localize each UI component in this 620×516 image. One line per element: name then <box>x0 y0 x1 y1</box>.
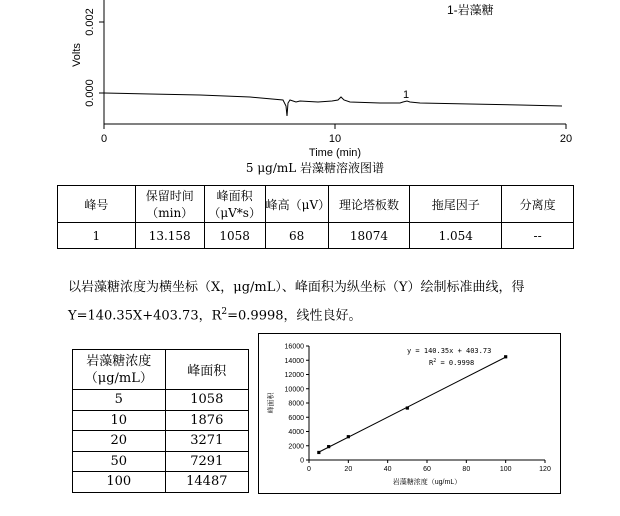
chrom-signal-trace <box>104 93 562 116</box>
curve-y-axis-label: 峰面积 <box>268 392 275 414</box>
header-resolution: 分离度 <box>502 186 574 223</box>
curve-data-point <box>317 451 320 454</box>
chromatogram <box>0 0 620 180</box>
cell-concentration: 100 <box>73 472 166 493</box>
curve-data-point <box>327 445 330 448</box>
curve-x-tick-label: 0 <box>307 466 311 473</box>
curve-y-tick-label: 10000 <box>284 386 304 394</box>
cell-retention-time: 13.158 <box>135 223 204 249</box>
curve-equation: y = 140.35x + 403.73 <box>407 347 492 355</box>
curve-x-axis-label: 岩藻糖浓度（ug/mL） <box>392 479 462 486</box>
curve-x-tick-label: 60 <box>423 466 431 473</box>
cell-theoretical-plates: 18074 <box>328 223 410 249</box>
table-row <box>58 223 574 249</box>
header-peak-area: 峰面积 <box>165 350 248 390</box>
calibration-table <box>72 349 249 493</box>
curve-y-tick-label: 4000 <box>288 429 304 436</box>
cell-concentration: 5 <box>73 390 166 411</box>
table-row <box>73 451 249 472</box>
table-row <box>73 431 249 452</box>
header-theoretical-plates: 理论塔板数 <box>328 186 410 223</box>
cell-peak-area: 14487 <box>165 472 248 493</box>
cell-peak-no: 1 <box>58 223 136 249</box>
cell-peak-area: 7291 <box>165 451 248 472</box>
header-peak-height: 峰高（μV） <box>265 186 328 223</box>
cell-tailing-factor: 1.054 <box>410 223 502 249</box>
chrom-caption: 5 μg/mL 岩藻糖溶液图谱 <box>245 161 385 175</box>
cell-peak-height: 68 <box>265 223 328 249</box>
cell-resolution: -- <box>502 223 574 249</box>
superscript: 2 <box>221 307 228 317</box>
curve-x-tick-label: 20 <box>344 466 353 473</box>
curve-y-tick-label: 2000 <box>288 443 304 451</box>
cell-concentration: 50 <box>73 451 166 472</box>
cell-peak-area: 3271 <box>165 431 248 452</box>
chrom-y-axis-label: Volts <box>71 43 83 67</box>
curve-y-tick-label: 12000 <box>284 372 304 379</box>
paragraph-line <box>68 300 588 328</box>
cell-peak-area: 1058 <box>204 223 265 249</box>
curve-data-point <box>347 435 350 438</box>
chrom-x-tick-label: 0 <box>100 133 108 145</box>
cell-concentration: 10 <box>73 410 166 431</box>
curve-x-tick-label: 120 <box>539 466 551 473</box>
chrom-x-tick-label: 20 <box>559 133 573 145</box>
cell-peak-area: 1058 <box>165 390 248 411</box>
table-row <box>73 472 249 493</box>
curve-y-tick-label: 0 <box>300 457 304 465</box>
curve-data-point <box>406 406 409 409</box>
curve-y-tick-label: 14000 <box>284 357 304 365</box>
header-peak-area: 峰面积（μV*s） <box>204 186 265 223</box>
chrom-peak-label: 1 <box>403 89 410 101</box>
curve-y-tick-label: 6000 <box>288 414 304 422</box>
curve-y-tick-label: 16000 <box>284 343 304 351</box>
header-tailing-factor: 拖尾因子 <box>410 186 502 223</box>
calibration-curve-chart <box>258 333 561 494</box>
cell-concentration: 20 <box>73 431 166 452</box>
header-concentration: 岩藻糖浓度（μg/mL） <box>73 350 166 390</box>
curve-r-squared: $R^2 = 0.9998$ <box>429 358 475 367</box>
conclusion-text: =0.9998，线性良好。 <box>227 308 362 324</box>
description-paragraph <box>68 275 588 328</box>
chrom-y-tick-label: 0.002 <box>84 8 96 36</box>
table-row <box>73 390 249 411</box>
table-row <box>73 410 249 431</box>
curve-x-tick-label: 80 <box>462 466 471 473</box>
table-header-row <box>58 186 574 223</box>
curve-x-tick-label: 100 <box>499 466 512 473</box>
curve-y-tick-label: 8000 <box>288 400 304 408</box>
chrom-x-axis-label: Time (min) <box>308 147 362 159</box>
curve-data-point <box>504 355 507 358</box>
header-peak-no: 峰号 <box>58 186 136 223</box>
cell-peak-area: 1876 <box>165 410 248 431</box>
curve-x-tick-label: 40 <box>383 466 392 473</box>
chrom-y-tick-label: 0.000 <box>84 79 96 107</box>
header-retention-time: 保留时间（min） <box>135 186 204 223</box>
calibration-curve-svg <box>259 334 560 493</box>
equation-text: Y=140.35X+403.73，R <box>68 308 222 324</box>
chrom-peak-name: 1-岩藻糖 <box>447 3 494 17</box>
chrom-x-tick-label: 10 <box>328 133 342 145</box>
table-header-row <box>73 350 249 390</box>
paragraph-line: 以岩藻糖浓度为横坐标（X，μg/mL）、峰面积为纵坐标（Y）绘制标准曲线，得 <box>68 280 525 295</box>
peak-parameter-table <box>57 185 574 249</box>
